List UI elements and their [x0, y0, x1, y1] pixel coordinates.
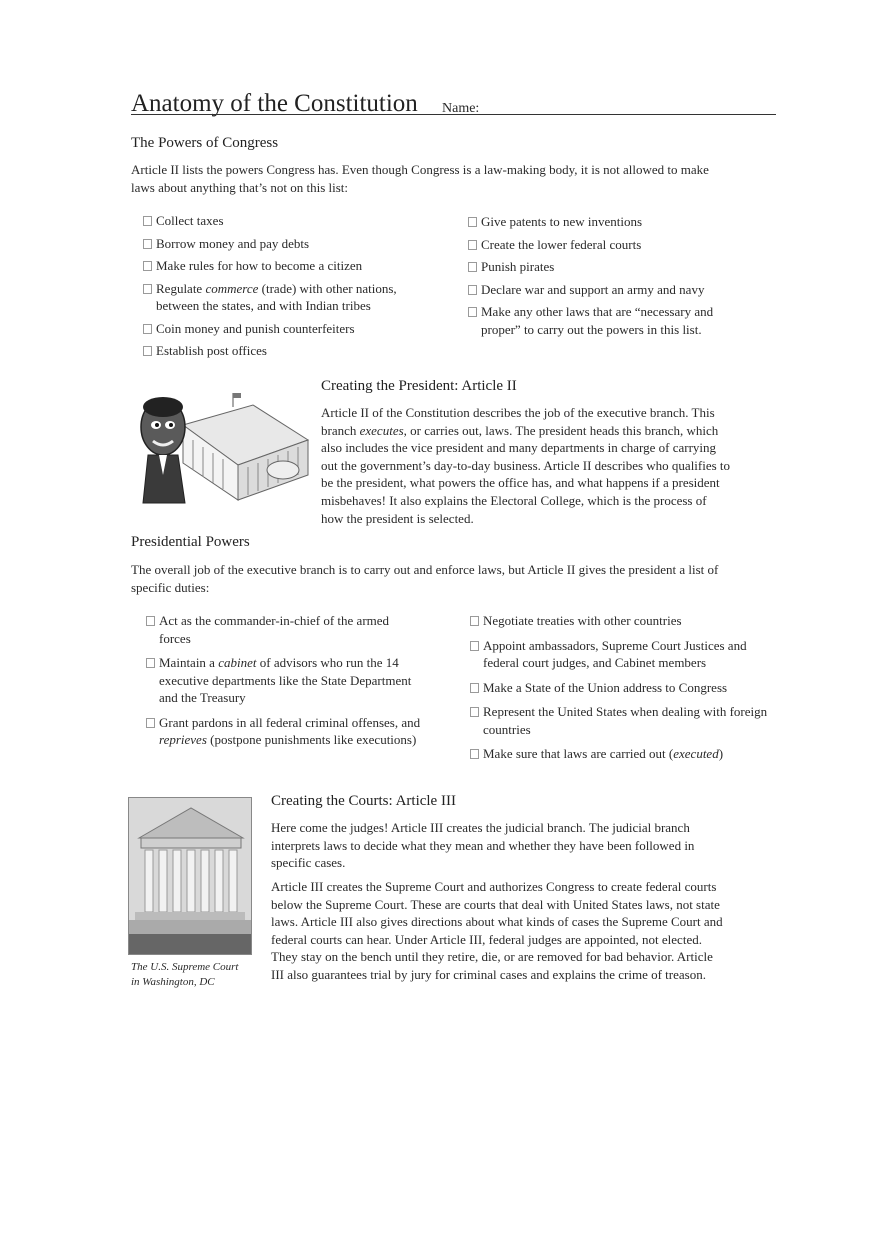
checkbox-icon[interactable] — [146, 616, 155, 626]
checklist-item — [134, 654, 424, 707]
checklist-item-text: Represent the United States when dealing with foreign countries — [483, 704, 768, 737]
checklist-item-text: Give patents to new inventions — [481, 214, 643, 229]
checkbox-icon[interactable] — [470, 683, 479, 693]
vocabulary-term: commerce — [205, 280, 259, 296]
checklist-item — [456, 303, 736, 338]
checklist-item — [134, 612, 424, 647]
checklist-item — [456, 281, 736, 299]
checkbox-icon[interactable] — [468, 262, 477, 272]
checklist-item — [458, 612, 768, 630]
checklist-item-text: Make rules for how to become a citizen — [156, 258, 363, 273]
checklist-item-text: of advisors who run the 14 executive departments like the State Department and the Treasury — [159, 655, 412, 705]
checkbox-icon[interactable] — [146, 658, 155, 668]
presidential-powers-left-list — [134, 612, 424, 756]
checklist-item-text: Regulate — [156, 280, 206, 296]
checklist-item — [456, 213, 736, 231]
congress-heading: The Powers of Congress — [131, 135, 279, 151]
checklist-item-text: Act as the commander-in-chief of the armed forces — [159, 613, 390, 646]
presidential-powers-heading: Presidential Powers — [131, 534, 250, 550]
checklist-item-text: Declare war and support an army and navy — [481, 281, 705, 297]
courts-paragraph-2: Article III creates the Supreme Court and authorizes Congress to create federal courts below the Supreme Court. These are courts that deal with United States laws, not state laws. Article III also gives directions about what kinds of cases the Supreme Court and federal courts can hear. Under Article III, federal judges are appointed, not elected. They stay on the bench until they retire, die, or are removed for bad behavior. Article III also guarantees trial by jury for criminal cases and explains the crime of treason. — [271, 879, 723, 982]
president-whitehouse-icon — [133, 385, 313, 515]
checklist-item — [456, 236, 736, 254]
supreme-court-photo — [128, 797, 252, 955]
checklist-item-text: Borrow money and pay debts — [156, 235, 310, 251]
checklist-item-text: Make sure that laws are carried out ( — [483, 746, 674, 761]
checklist-item-text: Make a State of the Union address to Congress — [483, 679, 728, 695]
checkbox-icon[interactable] — [470, 707, 479, 717]
checkbox-icon[interactable] — [143, 324, 152, 334]
checklist-item — [458, 745, 768, 763]
presidential-powers-intro: The overall job of the executive branch is to carry out and enforce laws, but Article II gives the president a list of specific duties: — [131, 562, 719, 595]
checklist-item — [131, 280, 431, 315]
president-heading: Creating the President: Article II — [321, 378, 517, 394]
checklist-item-text: Establish post offices — [156, 343, 267, 358]
checklist-item — [456, 258, 736, 276]
checklist-item — [131, 235, 431, 253]
checklist-item — [458, 679, 768, 697]
term-executes: executes — [359, 422, 404, 438]
checkbox-icon[interactable] — [143, 346, 152, 356]
checklist-item-text: Punish pirates — [481, 259, 555, 274]
congress-powers-left-list — [131, 212, 431, 365]
courts-paragraph-1: Here come the judges! Article III creates the judicial branch. The judicial branch interprets laws to decide what they mean and whether they have been followed in specific cases. — [271, 820, 695, 871]
checklist-item-text: ) — [718, 746, 724, 761]
checkbox-icon[interactable] — [468, 217, 477, 227]
checklist-item — [458, 637, 768, 672]
checklist-item-text: Maintain a — [159, 655, 219, 670]
checklist-item-text: (postpone punishments like executions) — [206, 732, 417, 747]
checkbox-icon[interactable] — [143, 261, 152, 271]
page-title: Anatomy of the Constitution — [131, 90, 418, 117]
checkbox-icon[interactable] — [143, 239, 152, 249]
checklist-item-text: Coin money and punish counterfeiters — [156, 320, 355, 336]
checklist-item-text: Make any other laws that are “necessary and proper” to carry out the powers in this list. — [481, 304, 714, 337]
vocabulary-term: executed — [673, 746, 719, 761]
checkbox-icon[interactable] — [468, 307, 477, 317]
checkbox-icon[interactable] — [468, 285, 477, 295]
checklist-item-text: Grant pardons in all federal criminal offenses, and — [159, 714, 421, 730]
checkbox-icon[interactable] — [470, 749, 479, 759]
checkbox-icon[interactable] — [470, 641, 479, 651]
checklist-item-text: (trade) with other nations, between the states, and with Indian tribes — [156, 280, 397, 313]
checklist-item — [131, 342, 431, 360]
president-whitehouse-illustration — [133, 385, 313, 515]
president-paragraph: Article II of the Constitution describes the job of the executive branch. This branch executes, or carries out, laws. The president heads this branch, which also includes the vice president and many departments in charge of carrying out the government’s day-to-day business. Article II describes who qualifies to be the president, what powers the office has, and what happens if a president misbehaves! It also explains the Electoral College, which is the process of how the president is selected. — [321, 405, 731, 526]
congress-powers-right-list — [456, 213, 736, 343]
courts-heading: Creating the Courts: Article III — [271, 793, 456, 809]
name-field[interactable] — [482, 100, 780, 117]
vocabulary-term: cabinet — [218, 655, 257, 670]
checkbox-icon[interactable] — [468, 240, 477, 250]
checklist-item — [131, 257, 431, 275]
checkbox-icon[interactable] — [143, 284, 152, 294]
checklist-item-text: Create the lower federal courts — [481, 236, 642, 252]
checklist-item-text: Negotiate treaties with other countries — [483, 613, 682, 628]
checkbox-icon[interactable] — [146, 718, 155, 728]
checkbox-icon[interactable] — [470, 616, 479, 626]
checklist-item-text: Collect taxes — [156, 213, 224, 228]
checklist-item — [458, 703, 768, 738]
congress-intro: Article II lists the powers Congress has. Even though Congress is a law-making body, it is not allowed to make laws about anything that’s not on this list: — [131, 162, 709, 195]
checklist-item — [134, 714, 424, 749]
checkbox-icon[interactable] — [143, 216, 152, 226]
supreme-court-caption: The U.S. Supreme Court in Washington, DC — [131, 961, 239, 988]
checklist-item — [131, 212, 431, 230]
supreme-court-building-icon — [129, 798, 251, 954]
presidential-powers-right-list — [458, 612, 768, 770]
checklist-item-text: Appoint ambassadors, Supreme Court Justices and federal court judges, and Cabinet members — [483, 637, 747, 670]
vocabulary-term: reprieves — [159, 732, 207, 747]
checklist-item — [131, 320, 431, 338]
name-label: Name: — [442, 101, 480, 116]
